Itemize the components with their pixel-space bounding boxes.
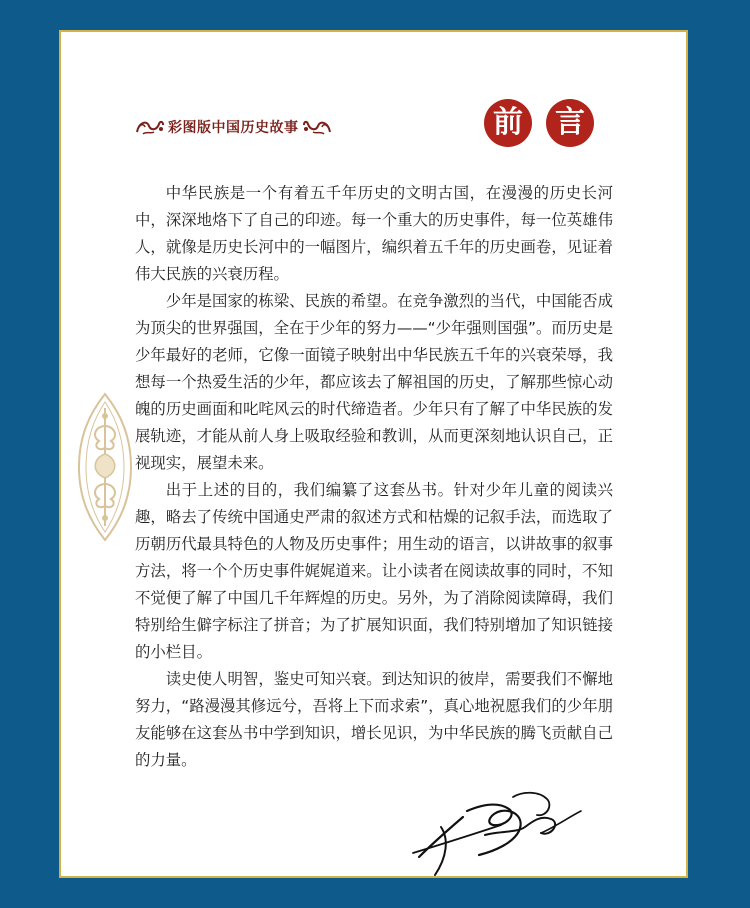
paragraph: 少年是国家的栋梁、民族的希望。在竞争激烈的当代，中国能否成为顶尖的世界强国，全在于少年的努力——“少年强则国强”。而历史是少年最好的老师，它像一面镜子映射出中华民族五千年的兴衰荣辱，我想每一个热爱生活的少年，都应该去了解祖国的历史，了解那些惊心动魄的历史画面和叱咤风云的时代缔造者。少年只有了解了中华民族的发展轨迹，才能从前人身上吸取经验和教训，从而更深刻地认识自己，正视现实，展望未来。	[135, 292, 613, 472]
paragraph: 读史使人明智，鉴史可知兴衰。到达知识的彼岸，需要我们不懈地努力，“路漫漫其修远兮，吾将上下而求索”，真心地祝愿我们的少年朋友能够在这套丛书中学到知识，增长见识，为中华民族的腾飞贡献自己的力量。	[135, 670, 613, 769]
dragon-ornament-right-icon	[302, 118, 332, 136]
preface-body	[135, 180, 613, 774]
paragraph: 中华民族是一个有着五千年历史的文明古国，在漫漫的历史长河中，深深地烙下了自己的印迹。每一个重大的历史事件，每一位英雄伟人，就像是历史长河中的一幅图片，编织着五千年的历史画卷，见证着伟大民族的兴衰历程。	[135, 184, 613, 283]
paragraph: 出于上述的目的，我们编纂了这套丛书。针对少年儿童的阅读兴趣，略去了传统中国通史严肃的叙述方式和枯燥的记叙手法，而选取了历朝历代最具特色的人物及历史事件；用生动的语言，以讲故事的叙事方法，将一个个历史事件娓娓道来。让小读者在阅读故事的同时，不知不觉便了解了中国几千年辉煌的历史。另外，为了消除阅读障碍，我们特别给生僻字标注了拼音；为了扩展知识面，我们特别增加了知识链接的小栏目。	[135, 481, 613, 661]
preface-page	[59, 30, 688, 878]
title-char-yan: 言	[546, 99, 594, 147]
handwritten-signature	[401, 787, 591, 882]
dragon-ornament-left-icon	[135, 118, 165, 136]
series-header	[135, 117, 332, 137]
series-title: 彩图版中国历史故事	[168, 120, 299, 136]
title-char-qian: 前	[484, 99, 532, 147]
floral-ornament-icon	[77, 392, 133, 542]
